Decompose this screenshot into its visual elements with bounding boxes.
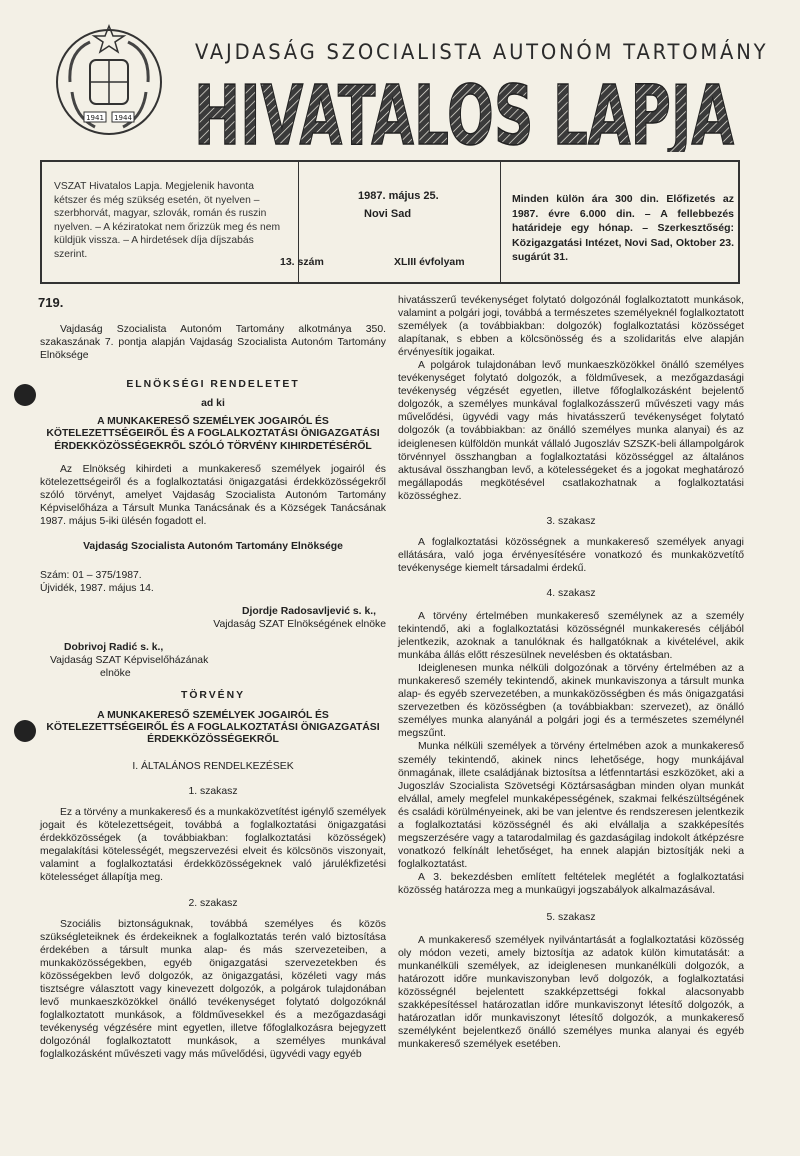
reference-number: Szám: 01 – 375/1987. xyxy=(40,570,142,582)
section-5-heading: 5. szakasz xyxy=(546,912,596,924)
section-4-heading: 4. szakasz xyxy=(546,587,596,599)
decree-heading: ELNÖKSÉGI RENDELETET xyxy=(126,379,300,391)
section-2-text: Szociális biztonságuknak, továbbá személyes és közös szükségleteiknek és érdekeiknek a foglalkoztatás terén való biztosítása érdekében a társult munka alap- és más szervezeteiben, a munkaközösségekben, egyéb önigazgatási szervezetekben és közösségekben levő dolgozók, az önigazgatási, közéleti vagy más tisztségre választott vagy kinevezett dolgozók, a polgárok tulajdonában levő munkaeszközökkel önálló tevékenységet folytató dolgozóknál foglalkoztatott munkások, a földművesekkel és a mezőgazdasági tevékenység végzésére mint egyetlen, illetve főfoglalkozásra bejegyzett dolgozónál foglalkoztatott munkások, a személyes munkával foglalkozásként művészeti vagy más művelődési, ügyvédi vagy egyéb xyxy=(40,918,386,1061)
section-3-text: A foglalkoztatási közösségnek a munkakereső személyek anyagi ellátására, való joga érvényesítésére vonatkozó és munkaközvetítő tevékenysége kiemelt társadalmi érdekű. xyxy=(398,536,744,574)
issue-date: 1987. május 25. xyxy=(358,190,439,202)
decree-issue: ad ki xyxy=(201,398,225,410)
section-4-paragraph-2: Ideiglenesen munka nélküli dolgozónak a törvény értelmében az a munkakereső személy tekintendő, akinek munkaviszonya a társult munka alap- és egyéb szervezetében, a munkaközösségben és más önigazgatási szervezetben és közösségben (a továbbiakban: szervezet), az önálló személyes munka alanyánál a polgári jogi és a természetes személynél megszűnt. xyxy=(398,663,744,740)
section-5-text: A munkakereső személyek nyilvántartását a foglalkoztatási közösség oly módon vezeti, amely biztosítja az adatok külön kimutatását: a munkanélküli személyek, az ideiglenesen munkanélküli dolgozók, a határozott időre munkaviszonyban levő dolgozók, a foglalkoztatási közösségnél bejelentett szakképzettségi fokkal alacsonyabb szakképesítéssel határozatlan időre munkaviszonyt létesítő dolgozók, a határozatlan időr munkaviszonyt létesítő dolgozók, a munkakereső személyként bejelentkező önálló személyes munka alanyai és egyéb munkakereső személyek esetében. xyxy=(398,935,744,1051)
chapter-heading: I. ÁLTALÁNOS RENDELKEZÉSEK xyxy=(132,761,294,773)
coat-of-arms-emblem xyxy=(50,22,168,140)
masthead-title xyxy=(190,72,740,157)
signer2-title-2: elnöke xyxy=(100,668,131,680)
punch-hole xyxy=(14,720,36,742)
section-4-paragraph-3: Munka nélküli személyek a törvény értelmében azok a munkakereső személy tekintendő, akinek nincs lehetősége, hogy munkájával önmagának, illete családjának biztosítsa a létfenntartási eszközöket, aki a Jugoszláv Szocialista Szövetségi Köztársaságban minden olyan munkát elvállal, amely megfelel munkaképességének, szakmai felkészültségének és családi körülményeinek, aki be van jelentve és rendszeresen jelentkezik a foglalkoztatási közösségnél és aki elvállalja a szakképesítés megszerzésére vagy a tatarodalmilag és gazdaságilag indokolt átképzésre vonatkozó felkínált lehetőséget, ha ennek alapján biztosítják neki a foglalkoztatást. xyxy=(398,741,744,870)
section-1-text: Ez a törvény a munkakereső és a munkaközvetítést igénylő személyek jogait és kötelezettségeit, továbbá a foglalkoztatási önigazgatási érdekközösségek (a továbbiakban: foglalkoztatási közösségek) megalakítási kötelességét, megszervezési elveit és kölcsönös viszonyait, valamint a foglalkoztatási érdekközösségeknek való járulékfizetési kötelességet állapítja meg. xyxy=(40,807,386,884)
punch-hole xyxy=(14,384,36,406)
masthead-title-text: HIVATALOS LAPJA xyxy=(194,72,735,152)
right-column xyxy=(398,294,744,1051)
emblem-year-right: 1944 xyxy=(114,114,132,122)
divider xyxy=(500,162,501,282)
publication-info: VSZAT Hivatalos Lapja. Megjelenik havonta kétszer és még szükség esetén, öt nyelven – szerbhorvát, magyar, szlovák, román és ruszin nyelven. – A kéziratokat nem őrizzük meg és nem küldjük vissza. – A hirdetések díja díjszabás szerint. xyxy=(54,181,281,260)
section-4-paragraph-4: A 3. bekezdésben említett feltételek meglétét a foglalkoztatási közösség határozza meg a munkaügyi jogszabályok alkalmazásával. xyxy=(398,871,744,896)
issue-volume: XLIII évfolyam xyxy=(394,256,465,268)
preamble: Vajdaság Szocialista Autonóm Tartomány alkotmánya 350. szakaszának 7. pontja alapján Vajdaság Szocialista Autonóm Tartomány Elnöksége xyxy=(40,324,386,362)
place-date: Újvidék, 1987. május 14. xyxy=(40,583,154,595)
decree-body: Az Elnökség kihirdeti a munkakereső személyek jogairól és kötelezettségeiről és a foglalkoztatási önigazgatási érdekközösségekről szóló törvényt, amelyet Vajdaság Szocialista Autonóm Tartomány Képviselőháza a Társult Munka Tanácsának és a Községek Tanácsának 1987. május 5-iki ülésén fogadott el. xyxy=(40,463,386,528)
section-4-paragraph-1: A törvény értelmében munkakereső személynek az a személy tekintendő, aki a foglalkoztatási közösségnél munkakeresés céljából jelentkezik, azoknak a tanulóknak és hallgatóknak a kivételével, akik munkába állás előtt részesülnek nevelésben és oktatásban. xyxy=(398,610,744,662)
signer1-title: Vajdaság SZAT Elnökségének elnöke xyxy=(213,619,386,631)
issue-number: 13. szám xyxy=(280,256,324,268)
masthead-subtitle: VAJDASÁG SZOCIALISTA AUTONÓM TARTOMÁNY xyxy=(195,40,769,64)
emblem-year-left: 1941 xyxy=(86,114,104,122)
issue-info-box xyxy=(40,160,740,284)
section-3-heading: 3. szakasz xyxy=(546,515,596,527)
section-1-heading: 1. szakasz xyxy=(188,786,238,798)
section-2-heading: 2. szakasz xyxy=(188,897,238,909)
presidency-signature: Vajdaság Szocialista Autonóm Tartomány Elnöksége xyxy=(83,541,343,553)
paragraph: A polgárok tulajdonában levő munkaeszközökkel önálló személyes tevékenységet folytató dolgozók, a földművesek, a mezőgazdasági tevékenység végzését egyetlen, illetve főfoglalkozásként bejelentő dolgozók, a személyes munkával foglalkozásszerű művészeti vagy más művelődési, ügyvédi vagy más hivatásszerű tevékenységet folytató dolgozók (a továbbiakban: az önálló személyes munka alanyai) és az ideiglenesen külföldön munkát vállaló Jugoszláv SZSZK-beli állampolgárok törvénnyel összhangban a foglalkoztatási közösséggel az általános aktusával összhangban levő, a kötelességeket és a jogokat meghatározó megállapodás megkötésével csatlakozhatnak a foglalkoztatási közösséghez. xyxy=(398,360,744,502)
price-info: Minden külön ára 300 din. Előfizetés az 1987. évre 6.000 din. – A fellebbezés határideje egy hónap. – Szerkesztőség: Közigazgatási Intézet, Novi Sad, Oktober 23. sugárút 31. xyxy=(512,193,734,263)
decree-subject: A MUNKAKERESŐ SZEMÉLYEK JOGAIRÓL ÉS KÖTELEZETTSÉGEIRŐL ÉS A FOGLALKOZTATÁSI ÖNIGAZGATÁSI ÉRDEKKÖZÖSSÉGEKRŐL SZÓLÓ TÖRVÉNY KIHIRDETÉSÉRŐL xyxy=(46,416,380,452)
issue-place: Novi Sad xyxy=(364,208,412,220)
paragraph: hivatásszerű tevékenységet folytató dolgozónál foglalkoztatott munkások, valamint a polgári jogi, továbbá a természetes személyeknél foglalkoztatott személyek (a továbbiakban: dolgozók) foglalkoztatási közösséget alapítanak, s ebben a kölcsönösség és a szolidaritás elve alapján érvényesítik jogaikat. xyxy=(398,295,744,359)
article-number: 719. xyxy=(38,295,64,310)
law-heading: TÖRVÉNY xyxy=(180,689,246,701)
signer2-title: Vajdaság SZAT Képviselőházának xyxy=(50,655,209,667)
law-subject: A MUNKAKERESŐ SZEMÉLYEK JOGAIRÓL ÉS KÖTELEZETTSÉGEIRŐL ÉS A FOGLALKOZTATÁSI ÖNIGAZGATÁSI ÉRDEKKÖZÖSSÉGEKRŐL xyxy=(46,709,380,745)
signer1-name: Djordje Radosavljević s. k., xyxy=(242,606,376,618)
signer2-name: Dobrivoj Radić s. k., xyxy=(64,642,164,654)
left-column xyxy=(40,296,386,1061)
